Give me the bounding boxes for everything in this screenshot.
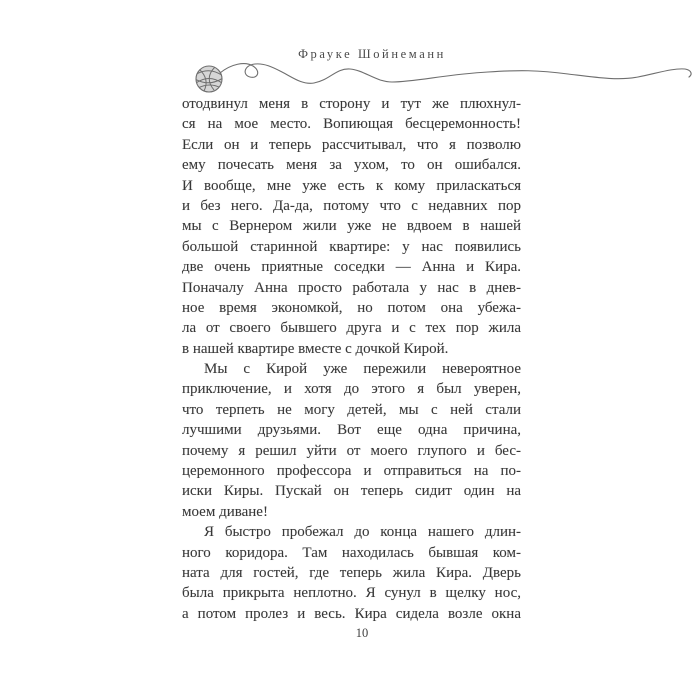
page-number: 10	[355, 626, 369, 640]
body-text-column	[182, 94, 521, 624]
text-line: приключение, и хотя до этого я был уверен,	[182, 381, 521, 398]
text-line: ната для гостей, где теперь жила Кира. Дверь	[182, 564, 521, 581]
text-line: церемонного профессора и отправиться на по-	[182, 463, 521, 480]
text-line: моем диване!	[182, 503, 268, 520]
text-line: Если он и теперь рассчитывал, что я позволю	[182, 136, 521, 153]
text-line: почему я решил уйти от моего глупого и бес-	[182, 442, 521, 459]
text-line: ся на мое место. Вопиющая бесцеремонность!	[182, 116, 521, 133]
author-header: Фрауке Шойнеманн	[298, 47, 446, 61]
text-line: две очень приятные соседки — Анна и Кира.	[182, 259, 521, 276]
text-line: в нашей квартире вместе с дочкой Кирой.	[182, 340, 449, 357]
text-line: мы с Вернером жили уже не вдвоем в нашей	[182, 218, 521, 235]
text-line: была прикрыта неплотно. Я сунул в щелку нос,	[182, 585, 521, 602]
text-line: лучшими друзьями. Вот еще одна причина,	[182, 422, 521, 439]
text-line: отодвинул меня в сторону и тут же плюхнул-	[182, 96, 521, 112]
yarn-ball-icon	[195, 66, 223, 92]
text-line: Поначалу Анна просто работала у нас в днев-	[182, 279, 521, 296]
text-line-paragraph-start: Мы с Кирой уже пережили невероятное	[204, 361, 521, 378]
text-line-paragraph-start: Я быстро пробежал до конца нашего длин-	[204, 524, 521, 541]
text-line: ное время экономкой, но потом она убежа-	[182, 299, 521, 316]
text-line: иски Киры. Пускай он теперь сидит один на	[182, 483, 521, 500]
text-line: и без него. Да-да, потому что с недавних пор	[182, 197, 521, 214]
text-line: ного коридора. Там находилась бывшая ком-	[182, 544, 521, 561]
text-line: а потом пролез и весь. Кира сидела возле окна	[182, 605, 521, 622]
text-line: ему почесать меня за ухом, то он ошибался.	[182, 157, 521, 174]
thread-squiggle-icon	[220, 64, 691, 84]
text-line: большой старинной квартире: у нас появились	[182, 238, 521, 255]
text-line: ла от своего бывшего друга и с тех пор жила	[182, 320, 521, 337]
text-line: что терпеть не могу детей, мы с ней стали	[182, 401, 521, 418]
text-line: И вообще, мне уже есть к кому приласкаться	[182, 177, 521, 194]
